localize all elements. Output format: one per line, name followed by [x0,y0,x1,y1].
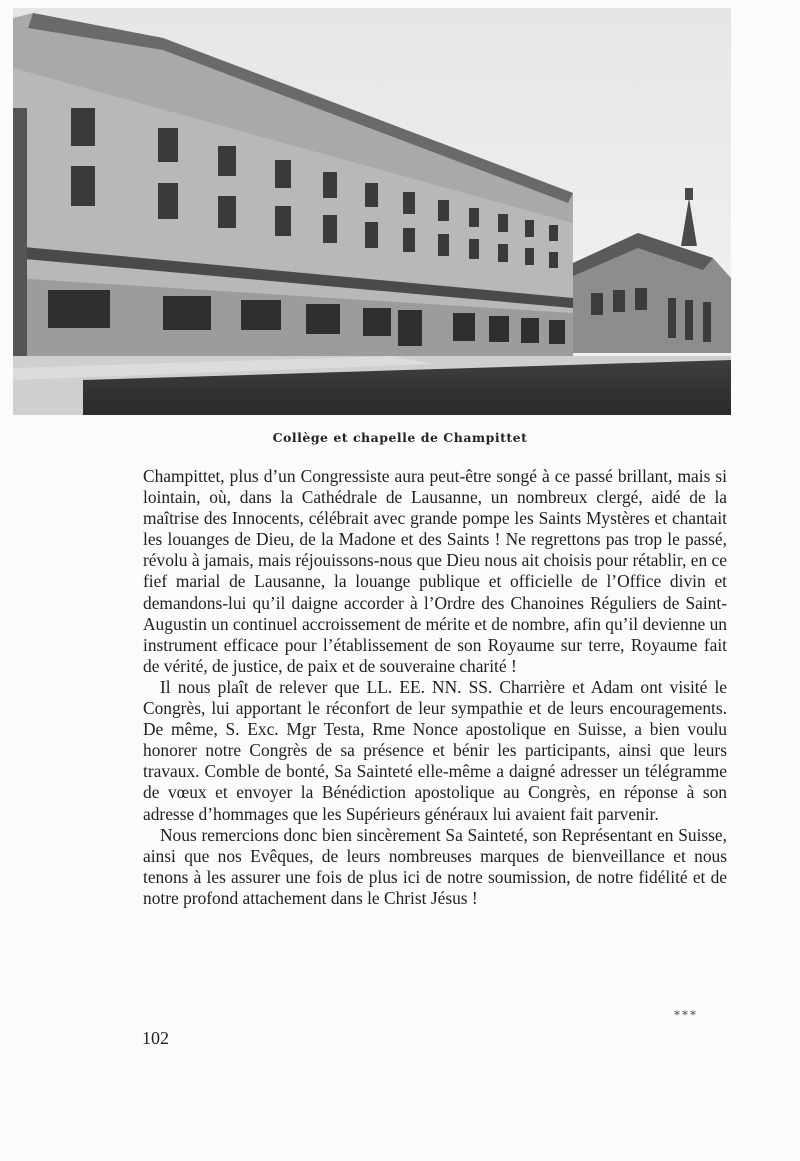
article-body [143,466,727,909]
section-separator: *** [674,1008,698,1022]
paragraph-1: Champittet, plus d’un Congressiste aura peut-être songé à ce passé brillant, mais si lointain, où, dans la Cathédrale de Lausanne, un nombreux clergé, aidé de la maîtrise des Innocents, célébrait avec grande pompe les Saints Mystères et chantait les louanges de Dieu, de la Madone et des Saints ! Ne regrettons pas trop le passé, révolu à jamais, mais réjouissons-nous que Dieu nous ait choisis pour rétablir, en ce fief marial de Lausanne, la louange publique et officielle de l’Office divin et demandons-lui qu’il daigne accorder à l’Ordre des Chanoines Réguliers de Saint-Augustin un continuel accroissement de mérite et de nombre, afin qu’il devienne un instrument efficace pour l’établissement de son Royaume sur terre, Royaume fait de vérité, de justice, de paix et de souveraine charité ! [143,466,727,676]
paragraph-3: Nous remercions donc bien sincèrement Sa Sainteté, son Représentant en Suisse, ainsi que nos Evêques, de leurs nombreuses marques de bienveillance et nous tenons à les assurer une fois de plus ici de notre soumission, de notre fidélité et de notre profond attachement dans le Christ Jésus ! [143,824,727,908]
photo-caption: Collège et chapelle de Champittet [272,430,528,445]
paragraph-2: Il nous plaît de relever que LL. EE. NN. SS. Charrière et Adam ont visité le Congrès, lui apportant le réconfort de leur sympathie et de leurs encouragements. De même, S. Exc. Mgr Testa, Rme Nonce apostolique en Suisse, a bien voulu honorer notre Congrès de sa présence et bénir les participants, ainsi que leurs travaux. Comble de bonté, Sa Sainteté elle-même a daigné adresser un télégramme de vœux et envoyer la Bénédiction apostolique au Congrès, en réponse à son adresse d’hommages que les Supérieurs généraux lui avaient fait parvenir. [143,676,727,824]
page-number: 102 [142,1028,169,1048]
photograph-college-chapel [13,8,731,415]
